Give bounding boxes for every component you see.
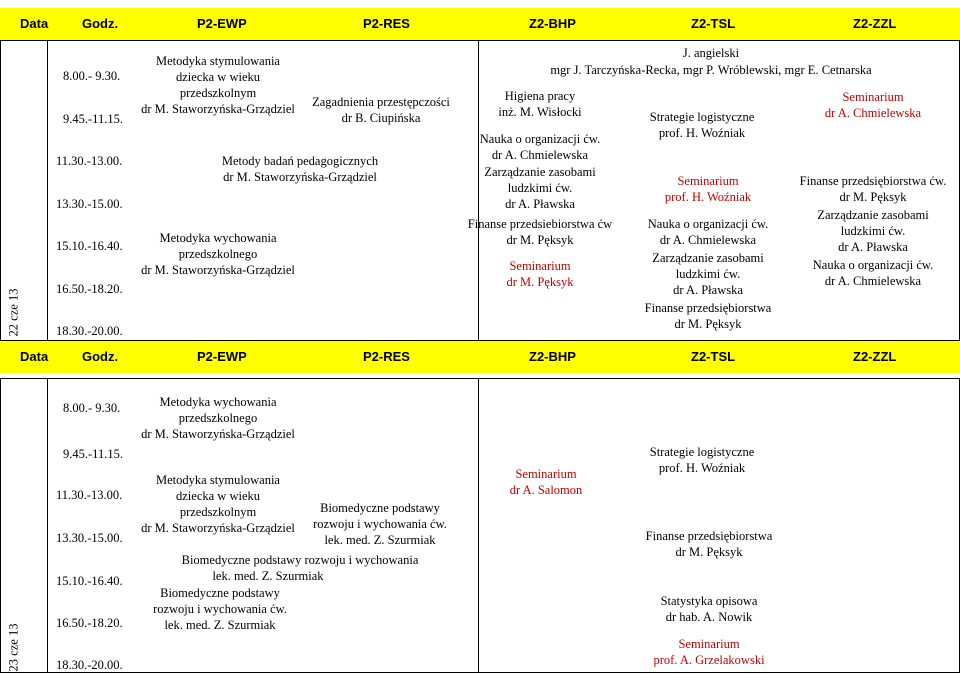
header-data: Data (20, 16, 49, 31)
class-teacher: inż. M. Wisłocki (498, 105, 582, 119)
class-title: Seminarium (678, 637, 740, 651)
class-teacher: lek. med. Z. Szurmiak (164, 618, 276, 632)
class-title: Finanse przedsiębiorstwa (645, 529, 773, 543)
time-slot: 15.10.-16.40. (56, 239, 123, 253)
class-teacher: prof. H. Woźniak (658, 461, 746, 475)
class-title: Finanse przedsiębiorstwa (644, 301, 772, 315)
class-teacher: dr M. Pęksyk (506, 233, 574, 247)
class-teacher: lek. med. Z. Szurmiak (324, 533, 436, 547)
class-title: Metodyka stymulowania (156, 54, 280, 68)
time-slot: 8.00.- 9.30. (63, 69, 121, 83)
class-title: Strategie logistyczne (649, 445, 755, 459)
class-teacher: prof. H. Woźniak (658, 126, 746, 140)
class-title: ludzkimi ćw. (675, 267, 741, 281)
date-day-2: 23 cze 13 (6, 623, 21, 672)
class-teacher: dr M. Staworzyńska-Grządziel (141, 263, 295, 277)
class-teacher: dr A. Pławska (673, 283, 743, 297)
class-title: Nauka o organizacji ćw. (812, 258, 934, 272)
header-data: Data (20, 349, 49, 364)
time-slot: 18.30.-20.00. (56, 658, 123, 672)
class-title: J. angielski (682, 46, 740, 60)
header-z2bhp: Z2-BHP (529, 349, 576, 364)
time-slot: 13.30.-15.00. (56, 531, 123, 545)
class-title: przedszkolnego (178, 411, 258, 425)
divider (47, 378, 48, 672)
divider (0, 40, 960, 41)
header-z2tsl: Z2-TSL (691, 16, 736, 31)
header-p2ewp: P2-EWP (197, 349, 247, 364)
class-teacher: prof. H. Woźniak (664, 190, 752, 204)
class-teacher: dr M. Pęksyk (506, 275, 574, 289)
class-title: Zarządzanie zasobami (817, 208, 929, 222)
class-title: Finanse przedsiębiorstwa ćw. (799, 174, 947, 188)
time-slot: 8.00.- 9.30. (63, 401, 121, 415)
header-p2res: P2-RES (363, 349, 410, 364)
class-title: Nauka o organizacji ćw. (647, 217, 769, 231)
divider (0, 40, 1, 340)
class-teacher: dr B. Ciupińska (341, 111, 421, 125)
class-title: rozwoju i wychowania ćw. (153, 602, 287, 616)
class-teacher: dr A. Salomon (509, 483, 583, 497)
time-slot: 13.30.-15.00. (56, 197, 123, 211)
header-row-2 (0, 341, 960, 373)
class-title: Finanse przedsiebiorstwa ćw (467, 217, 613, 231)
class-teacher: dr M. Staworzyńska-Grządziel (141, 427, 295, 441)
class-title: Nauka o organizacji ćw. (479, 132, 601, 146)
time-slot: 9.45.-11.15. (63, 112, 123, 126)
class-title: Metodyka wychowania (159, 231, 277, 245)
class-title: dziecka w wieku (176, 70, 260, 84)
class-title: Metody badań pedagogicznych (221, 154, 379, 168)
class-teacher: mgr J. Tarczyńska-Recka, mgr P. Wróblewski, mgr E. Cetnarska (550, 63, 872, 77)
class-teacher: dr A. Chmielewska (824, 106, 922, 120)
divider (0, 378, 1, 672)
class-teacher: dr M. Pęksyk (839, 190, 907, 204)
divider (478, 40, 479, 340)
class-teacher: dr A. Chmielewska (491, 148, 589, 162)
class-title: Metodyka stymulowania (156, 473, 280, 487)
class-teacher: dr A. Chmielewska (659, 233, 757, 247)
class-teacher: lek. med. Z. Szurmiak (212, 569, 324, 583)
class-teacher: dr hab. A. Nowik (665, 610, 753, 624)
header-z2tsl: Z2-TSL (691, 349, 736, 364)
time-slot: 18.30.-20.00. (56, 324, 123, 338)
class-teacher: dr M. Pęksyk (674, 317, 742, 331)
class-teacher: prof. A. Grzelakowski (653, 653, 765, 667)
header-p2res: P2-RES (363, 16, 410, 31)
class-title: dziecka w wieku (176, 489, 260, 503)
header-row-1 (0, 8, 960, 40)
class-title: Higiena pracy (504, 89, 576, 103)
divider (478, 378, 479, 672)
header-godz: Godz. (82, 349, 119, 364)
class-title: Biomedyczne podstawy rozwoju i wychowania (181, 553, 419, 567)
class-teacher: dr A. Chmielewska (824, 274, 922, 288)
class-title: przedszkolnym (179, 505, 257, 519)
class-title: ludzkimi ćw. (507, 181, 573, 195)
time-slot: 11.30.-13.00. (56, 154, 123, 168)
time-slot: 15.10.-16.40. (56, 574, 123, 588)
class-title: Biomedyczne podstawy (160, 586, 280, 600)
class-title: przedszkolnego (178, 247, 258, 261)
time-slot: 16.50.-18.20. (56, 282, 123, 296)
divider (47, 40, 48, 340)
class-teacher: dr A. Pławska (505, 197, 575, 211)
class-title: Strategie logistyczne (649, 110, 755, 124)
class-teacher: dr M. Pęksyk (675, 545, 743, 559)
header-z2zzl: Z2-ZZL (853, 349, 897, 364)
time-slot: 16.50.-18.20. (56, 616, 123, 630)
header-z2bhp: Z2-BHP (529, 16, 576, 31)
class-teacher: dr M. Staworzyńska-Grządziel (141, 102, 295, 116)
class-title: Seminarium (677, 174, 739, 188)
class-title: Zarządzanie zasobami (652, 251, 764, 265)
class-teacher: dr M. Staworzyńska-Grządziel (141, 521, 295, 535)
class-title: rozwoju i wychowania ćw. (313, 517, 447, 531)
time-slot: 11.30.-13.00. (56, 488, 123, 502)
class-title: przedszkolnym (179, 86, 257, 100)
class-title: Metodyka wychowania (159, 395, 277, 409)
class-title: Zarządzanie zasobami (484, 165, 596, 179)
date-day-1: 22 cze 13 (6, 288, 21, 337)
header-godz: Godz. (82, 16, 119, 31)
class-title: Seminarium (515, 467, 577, 481)
class-teacher: dr A. Pławska (838, 240, 908, 254)
class-title: ludzkimi ćw. (840, 224, 906, 238)
header-z2zzl: Z2-ZZL (853, 16, 897, 31)
time-slot: 9.45.-11.15. (63, 447, 123, 461)
class-title: Biomedyczne podstawy (320, 501, 440, 515)
class-title: Seminarium (842, 90, 904, 104)
class-title: Zagadnienia przestępczości (312, 95, 450, 109)
header-p2ewp: P2-EWP (197, 16, 247, 31)
class-teacher: dr M. Staworzyńska-Grządziel (223, 170, 377, 184)
divider (0, 378, 960, 379)
class-title: Seminarium (509, 259, 571, 273)
class-title: Statystyka opisowa (660, 594, 758, 608)
